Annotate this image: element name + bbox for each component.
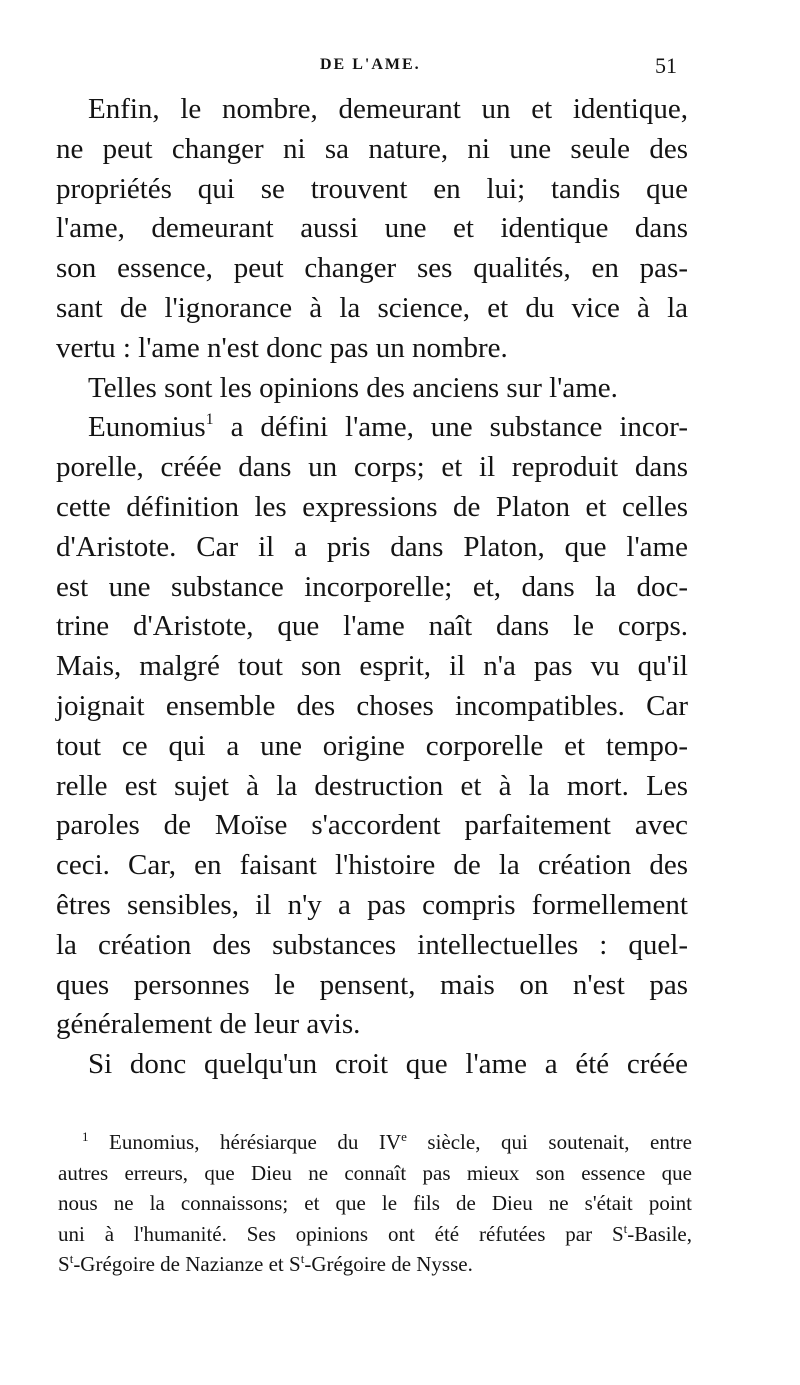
text-line: cette définition les expressions de Platon et celles xyxy=(56,490,688,523)
text-line: Telles sont les opinions des anciens sur l'ame. xyxy=(88,371,618,404)
superscript: e xyxy=(401,1129,407,1144)
text-fragment: siècle, qui soutenait, entre xyxy=(406,1130,692,1154)
text-line: sant de l'ignorance à la science, et du vice à la xyxy=(56,291,688,324)
footnote-marker: 1 xyxy=(82,1129,89,1144)
text-line: vertu : l'ame n'est donc pas un nombre. xyxy=(56,331,508,364)
text-line: l'ame, demeurant aussi une et identique dans xyxy=(56,212,688,245)
text-line: joignait ensemble des choses incompatibles. Car xyxy=(56,689,688,722)
superscript: t xyxy=(69,1251,74,1267)
footnote-line: nous ne la connaissons; et que le fils de Dieu ne s'était point xyxy=(58,1191,692,1216)
text-fragment: Eunomius xyxy=(88,411,206,444)
running-title: DE L'AME. xyxy=(320,56,421,73)
superscript: t xyxy=(300,1251,305,1267)
text-line: Enfin, le nombre, demeurant un et identique, xyxy=(88,93,688,125)
footnote-ref: 1 xyxy=(205,411,214,429)
page-number: 51 xyxy=(655,53,677,78)
footnote xyxy=(58,1127,692,1280)
text-line: la création des substances intellectuelles : quel- xyxy=(56,928,688,961)
text-line: son essence, peut changer ses qualités, en pas- xyxy=(56,252,688,285)
text-line xyxy=(56,408,688,448)
text-fragment: a défini l'ame, une substance incor- xyxy=(213,411,688,444)
text-fragment: S xyxy=(58,1252,70,1277)
text-line: Mais, malgré tout son esprit, il n'a pas vu qu'il xyxy=(56,650,688,683)
text-fragment: -Grégoire de Nysse. xyxy=(304,1252,473,1277)
text-line: ne peut changer ni sa nature, ni une seule des xyxy=(56,132,688,165)
text-fragment: uni à l'humanité. Ses opinions ont été réfutées par S xyxy=(58,1221,624,1246)
text-line: est une substance incorporelle; et, dans la doc- xyxy=(56,570,688,603)
text-fragment: -Basile, xyxy=(627,1221,692,1246)
text-line: ceci. Car, en faisant l'histoire de la création des xyxy=(56,849,688,882)
footnote-line xyxy=(58,1249,692,1280)
running-head xyxy=(0,50,800,80)
text-line: relle est sujet à la destruction et à la mort. Les xyxy=(56,769,688,802)
text-line: tout ce qui a une origine corporelle et tempo- xyxy=(56,729,688,762)
text-line: généralement de leur avis. xyxy=(56,1008,361,1041)
text-line: Si donc quelqu'un croit que l'ame a été créée xyxy=(88,1048,688,1081)
text-line: ques personnes le pensent, mais on n'est pas xyxy=(56,968,688,1001)
text-line: propriétés qui se trouvent en lui; tandis que xyxy=(56,172,688,205)
text-line: trine d'Aristote, que l'ame naît dans le corps. xyxy=(56,610,688,643)
text-line: paroles de Moïse s'accordent parfaitement avec xyxy=(56,809,688,842)
superscript: t xyxy=(623,1220,628,1236)
text-line: d'Aristote. Car il a pris dans Platon, que l'ame xyxy=(56,530,688,563)
text-fragment: -Grégoire de Nazianze et S xyxy=(73,1252,301,1277)
footnote-line xyxy=(58,1127,692,1158)
text-line: êtres sensibles, il n'y a pas compris formellement xyxy=(56,888,688,921)
body-text xyxy=(56,90,688,1085)
footnote-line: autres erreurs, que Dieu ne connaît pas mieux son essence que xyxy=(58,1160,692,1185)
text-line: porelle, créée dans un corps; et il reproduit dans xyxy=(56,451,688,484)
text-fragment: Eunomius, hérésiarque du IV xyxy=(88,1130,402,1154)
footnote-line xyxy=(58,1219,692,1250)
